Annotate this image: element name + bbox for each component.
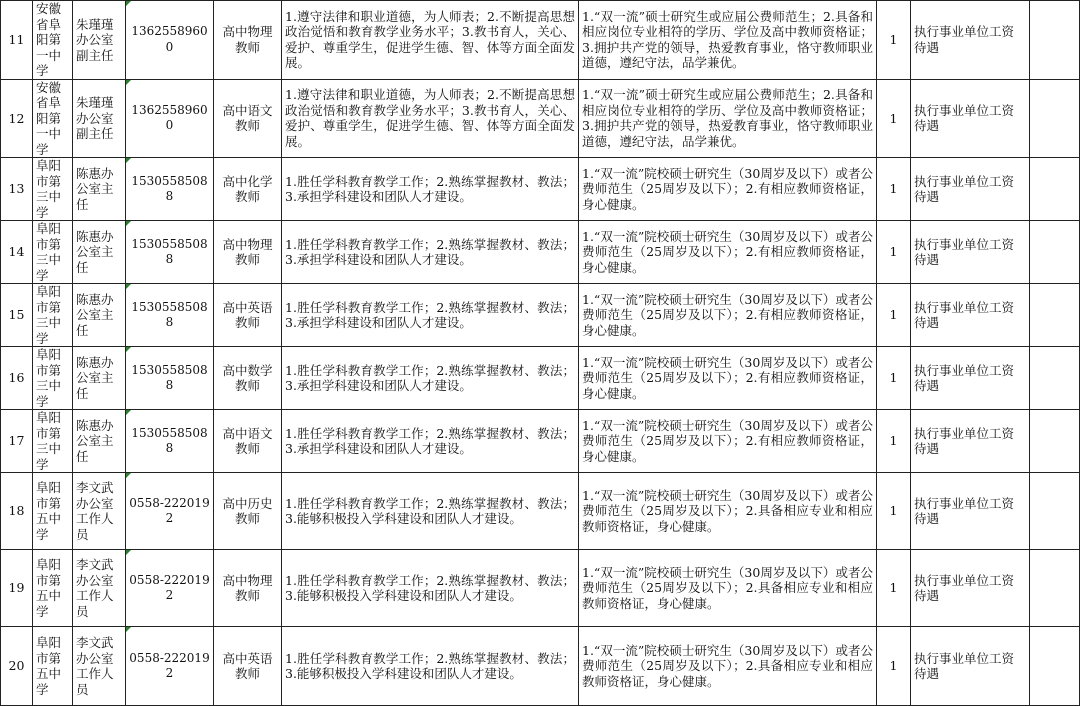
contact-person: 朱瑾瑾办公室副主任 (76, 95, 114, 141)
remarks-cell (1030, 410, 1080, 473)
contact-phone-cell (126, 284, 214, 347)
remarks-cell (1030, 284, 1080, 347)
row-number: 17 (8, 433, 25, 449)
salary-treatment: 执行事业单位工资待遇 (914, 299, 1015, 330)
table-row (1, 284, 1080, 347)
contact-person: 陈惠办公室主任 (76, 228, 114, 275)
job-duties: 1.胜任学科教育教学工作；2.熟练掌握教材、教法；3.能够积极投入学科建设和团队人才建设。 (285, 495, 575, 526)
job-requirements-cell (579, 221, 877, 284)
post-name-cell (214, 347, 282, 410)
remarks-cell (1030, 158, 1080, 221)
hire-count: 1 (889, 244, 898, 260)
row-number: 14 (8, 244, 25, 260)
job-requirements-cell (579, 627, 877, 706)
hire-count: 1 (889, 370, 898, 386)
contact-person-cell (73, 284, 126, 347)
table-row (1, 627, 1080, 706)
contact-person-cell (73, 79, 126, 158)
hire-count-cell (877, 347, 911, 410)
post-name-cell (214, 550, 282, 627)
unit-name: 阜阳市第五中学 (36, 557, 62, 619)
post-name: 高中化学教师 (222, 173, 273, 204)
contact-person: 陈惠办公室主任 (76, 165, 114, 212)
job-duties: 1.胜任学科教育教学工作；2.熟练掌握教材、教法；3.承担学科建设和团队人才建设。 (285, 362, 575, 393)
post-name: 高中物理教师 (222, 236, 273, 267)
row-number-cell (1, 1, 33, 80)
hire-count: 1 (889, 503, 898, 519)
unit-name: 阜阳市第三中学 (36, 410, 62, 472)
unit-name-cell (33, 347, 73, 410)
job-requirements: 1.“双一流”院校硕士研究生（30周岁及以下）或者公费师范生（25周岁及以下）；2.有相应教师资格证，身心健康。 (582, 291, 873, 338)
contact-phone-cell (126, 627, 214, 706)
unit-name: 安徽省阜阳第一中学 (36, 79, 62, 157)
post-name-cell (214, 79, 282, 158)
contact-phone-cell (126, 158, 214, 221)
post-name: 高中语文教师 (222, 102, 273, 134)
contact-phone-cell (126, 347, 214, 410)
remarks-cell (1030, 79, 1080, 158)
salary-treatment: 执行事业单位工资待遇 (914, 572, 1015, 603)
salary-treatment-cell (911, 410, 1030, 473)
remarks-cell (1030, 550, 1080, 627)
table-row (1, 221, 1080, 284)
job-requirements-cell (579, 158, 877, 221)
contact-phone: 13625589600 (131, 102, 208, 133)
row-number: 20 (8, 658, 25, 674)
contact-person-cell (73, 410, 126, 473)
row-number-cell (1, 284, 33, 347)
contact-person: 李文武办公室工作人员 (76, 480, 114, 542)
contact-phone-cell (126, 550, 214, 627)
contact-phone: 0558-2220192 (129, 495, 210, 525)
table-body (1, 1, 1080, 706)
cell-comment-marker (126, 473, 131, 478)
salary-treatment-cell (911, 1, 1030, 80)
job-requirements-cell (579, 284, 877, 347)
job-duties-cell (282, 473, 579, 550)
job-duties-cell (282, 1, 579, 80)
job-duties: 1.遵守法律和职业道德，为人师表；2.不断提高思想政治觉悟和教育教学业务水平；3.教书育人，关心、爱护、尊重学生，促进学生德、智、体等方面全面发展。 (285, 8, 575, 71)
job-requirements: 1.“双一流”硕士研究生或应届公费师范生；2.具备和相应岗位专业相符的学历、学位及高中教师资格证；3.拥护共产党的领导，热爱教育事业，恪守教师职业道德，遵纪守法，品学兼优。 (582, 87, 873, 149)
job-duties-cell (282, 550, 579, 627)
contact-person-cell (73, 221, 126, 284)
salary-treatment: 执行事业单位工资待遇 (914, 362, 1015, 393)
job-duties: 1.胜任学科教育教学工作；2.熟练掌握教材、教法；3.承担学科建设和团队人才建设。 (285, 299, 575, 330)
job-requirements: 1.“双一流”院校硕士研究生（30周岁及以下）或者公费师范生（25周岁及以下）；2.具备相应专业和相应教师资格证，身心健康。 (582, 487, 873, 534)
salary-treatment-cell (911, 347, 1030, 410)
contact-person-cell (73, 1, 126, 80)
contact-person: 陈惠办公室主任 (76, 354, 114, 401)
cell-comment-marker (126, 221, 131, 226)
salary-treatment: 执行事业单位工资待遇 (914, 650, 1015, 681)
post-name: 高中英语教师 (222, 650, 273, 681)
unit-name-cell (33, 221, 73, 284)
hire-count-cell (877, 284, 911, 347)
hire-count-cell (877, 410, 911, 473)
unit-name: 阜阳市第三中学 (36, 221, 62, 283)
cell-comment-marker (126, 550, 131, 555)
salary-treatment: 执行事业单位工资待遇 (914, 236, 1015, 267)
contact-person-cell (73, 627, 126, 706)
table-row (1, 410, 1080, 473)
contact-person-cell (73, 347, 126, 410)
table-row (1, 79, 1080, 158)
job-duties: 1.胜任学科教育教学工作；2.熟练掌握教材、教法；3.承担学科建设和团队人才建设。 (285, 425, 575, 456)
hire-count-cell (877, 79, 911, 158)
table-row (1, 158, 1080, 221)
job-duties: 1.胜任学科教育教学工作；2.熟练掌握教材、教法；3.承担学科建设和团队人才建设。 (285, 236, 575, 267)
hire-count: 1 (889, 110, 898, 126)
cell-comment-marker (126, 627, 131, 632)
cell-comment-marker (126, 1, 131, 6)
hire-count-cell (877, 550, 911, 627)
job-duties-cell (282, 79, 579, 158)
contact-person-cell (73, 158, 126, 221)
job-requirements: 1.“双一流”硕士研究生或应届公费师范生；2.具备和相应岗位专业相符的学历、学位及高中教师资格证；3.拥护共产党的领导，热爱教育事业，恪守教师职业道德，遵纪守法，品学兼优。 (582, 8, 873, 71)
job-requirements: 1.“双一流”院校硕士研究生（30周岁及以下）或者公费师范生（25周岁及以下）；2.有相应教师资格证，身心健康。 (582, 417, 873, 464)
contact-phone-cell (126, 473, 214, 550)
contact-person: 朱瑾瑾办公室副主任 (76, 16, 114, 63)
contact-phone: 0558-2220192 (129, 572, 210, 602)
job-requirements-cell (579, 1, 877, 80)
salary-treatment-cell (911, 79, 1030, 158)
remarks-cell (1030, 473, 1080, 550)
salary-treatment-cell (911, 284, 1030, 347)
post-name-cell (214, 410, 282, 473)
cell-comment-marker (126, 410, 131, 415)
row-number: 12 (8, 110, 25, 126)
unit-name: 阜阳市第三中学 (36, 347, 62, 409)
unit-name: 阜阳市第三中学 (36, 284, 62, 346)
unit-name-cell (33, 284, 73, 347)
row-number-cell (1, 221, 33, 284)
salary-treatment: 执行事业单位工资待遇 (914, 24, 1015, 55)
row-number-cell (1, 347, 33, 410)
table-row (1, 347, 1080, 410)
hire-count: 1 (889, 658, 898, 674)
unit-name-cell (33, 410, 73, 473)
row-number-cell (1, 410, 33, 473)
contact-person: 李文武办公室工作人员 (76, 557, 114, 619)
contact-phone-cell (126, 410, 214, 473)
unit-name-cell (33, 158, 73, 221)
salary-treatment-cell (911, 627, 1030, 706)
hire-count: 1 (889, 433, 898, 449)
cell-comment-marker (126, 158, 131, 163)
salary-treatment-cell (911, 473, 1030, 550)
unit-name: 阜阳市第三中学 (36, 158, 62, 220)
salary-treatment-cell (911, 221, 1030, 284)
hire-count: 1 (889, 181, 898, 197)
salary-treatment: 执行事业单位工资待遇 (914, 173, 1015, 204)
row-number-cell (1, 473, 33, 550)
unit-name: 阜阳市第五中学 (36, 635, 62, 697)
contact-phone: 15305585088 (131, 362, 208, 392)
job-duties: 1.胜任学科教育教学工作；2.熟练掌握教材、教法；3.能够积极投入学科建设和团队人才建设。 (285, 650, 575, 681)
contact-person: 陈惠办公室主任 (76, 417, 114, 464)
cell-comment-marker (126, 347, 131, 352)
post-name: 高中数学教师 (222, 362, 273, 393)
contact-person: 陈惠办公室主任 (76, 291, 114, 338)
row-number: 16 (8, 370, 25, 386)
table-row (1, 473, 1080, 550)
job-requirements-cell (579, 347, 877, 410)
contact-phone: 15305585088 (131, 425, 208, 455)
table-row (1, 550, 1080, 627)
post-name-cell (214, 284, 282, 347)
row-number-cell (1, 79, 33, 158)
post-name: 高中语文教师 (222, 425, 273, 456)
hire-count: 1 (889, 580, 898, 596)
row-number: 15 (8, 307, 25, 323)
job-duties-cell (282, 410, 579, 473)
job-requirements: 1.“双一流”院校硕士研究生（30周岁及以下）或者公费师范生（25周岁及以下）；2.有相应教师资格证，身心健康。 (582, 228, 873, 275)
job-duties-cell (282, 347, 579, 410)
row-number: 18 (8, 503, 25, 519)
job-duties-cell (282, 221, 579, 284)
hire-count-cell (877, 627, 911, 706)
post-name: 高中英语教师 (222, 299, 273, 330)
cell-comment-marker (126, 284, 131, 289)
hire-count: 1 (889, 307, 898, 323)
job-duties: 1.胜任学科教育教学工作；2.熟练掌握教材、教法；3.承担学科建设和团队人才建设。 (285, 173, 575, 204)
contact-phone-cell (126, 1, 214, 80)
row-number: 13 (8, 181, 25, 197)
contact-phone: 15305585088 (131, 236, 208, 266)
contact-person-cell (73, 473, 126, 550)
row-number-cell (1, 158, 33, 221)
row-number-cell (1, 550, 33, 627)
unit-name-cell (33, 1, 73, 80)
cell-comment-marker (126, 80, 131, 85)
job-duties-cell (282, 284, 579, 347)
post-name: 高中物理教师 (222, 24, 273, 55)
job-requirements: 1.“双一流”院校硕士研究生（30周岁及以下）或者公费师范生（25周岁及以下）；2.具备相应专业和相应教师资格证，身心健康。 (582, 564, 873, 611)
contact-phone: 13625589600 (131, 24, 208, 54)
job-requirements-cell (579, 550, 877, 627)
salary-treatment: 执行事业单位工资待遇 (914, 425, 1015, 456)
unit-name: 安徽省阜阳第一中学 (36, 1, 62, 78)
post-name-cell (214, 158, 282, 221)
contact-phone: 15305585088 (131, 173, 208, 203)
hire-count-cell (877, 221, 911, 284)
job-requirements: 1.“双一流”院校硕士研究生（30周岁及以下）或者公费师范生（25周岁及以下）；2.有相应教师资格证，身心健康。 (582, 165, 873, 212)
unit-name-cell (33, 79, 73, 158)
remarks-cell (1030, 221, 1080, 284)
job-requirements-cell (579, 473, 877, 550)
contact-phone-cell (126, 79, 214, 158)
post-name-cell (214, 627, 282, 706)
contact-phone-cell (126, 221, 214, 284)
row-number-cell (1, 627, 33, 706)
contact-phone: 15305585088 (131, 299, 208, 329)
post-name: 高中历史教师 (222, 495, 273, 526)
salary-treatment-cell (911, 158, 1030, 221)
contact-phone: 0558-2220192 (129, 650, 210, 680)
post-name: 高中物理教师 (222, 572, 273, 603)
remarks-cell (1030, 347, 1080, 410)
job-requirements-cell (579, 410, 877, 473)
post-name-cell (214, 1, 282, 80)
job-requirements: 1.“双一流”院校硕士研究生（30周岁及以下）或者公费师范生（25周岁及以下）；2.有相应教师资格证，身心健康。 (582, 354, 873, 401)
hire-count-cell (877, 158, 911, 221)
job-duties: 1.遵守法律和职业道德，为人师表；2.不断提高思想政治觉悟和教育教学业务水平；3.教书育人，关心、爱护、尊重学生，促进学生德、智、体等方面全面发展。 (285, 87, 575, 149)
hire-count: 1 (889, 32, 898, 47)
job-duties-cell (282, 158, 579, 221)
job-requirements-cell (579, 79, 877, 158)
salary-treatment: 执行事业单位工资待遇 (914, 495, 1015, 526)
table-row (1, 1, 1080, 80)
contact-person: 李文武办公室工作人员 (76, 635, 114, 697)
job-duties-cell (282, 627, 579, 706)
post-name-cell (214, 221, 282, 284)
remarks-cell (1030, 627, 1080, 706)
remarks-cell (1030, 1, 1080, 80)
salary-treatment-cell (911, 550, 1030, 627)
hire-count-cell (877, 473, 911, 550)
job-duties: 1.胜任学科教育教学工作；2.熟练掌握教材、教法；3.能够积极投入学科建设和团队人才建设。 (285, 572, 575, 603)
hire-count-cell (877, 1, 911, 80)
contact-person-cell (73, 550, 126, 627)
job-requirements: 1.“双一流”院校硕士研究生（30周岁及以下）或者公费师范生（25周岁及以下）；2.具备相应专业和相应教师资格证，身心健康。 (582, 642, 873, 689)
row-number: 19 (8, 580, 25, 596)
row-number: 11 (8, 32, 25, 47)
post-name-cell (214, 473, 282, 550)
unit-name-cell (33, 627, 73, 706)
unit-name-cell (33, 473, 73, 550)
unit-name-cell (33, 550, 73, 627)
salary-treatment: 执行事业单位工资待遇 (914, 102, 1015, 134)
unit-name: 阜阳市第五中学 (36, 480, 62, 542)
